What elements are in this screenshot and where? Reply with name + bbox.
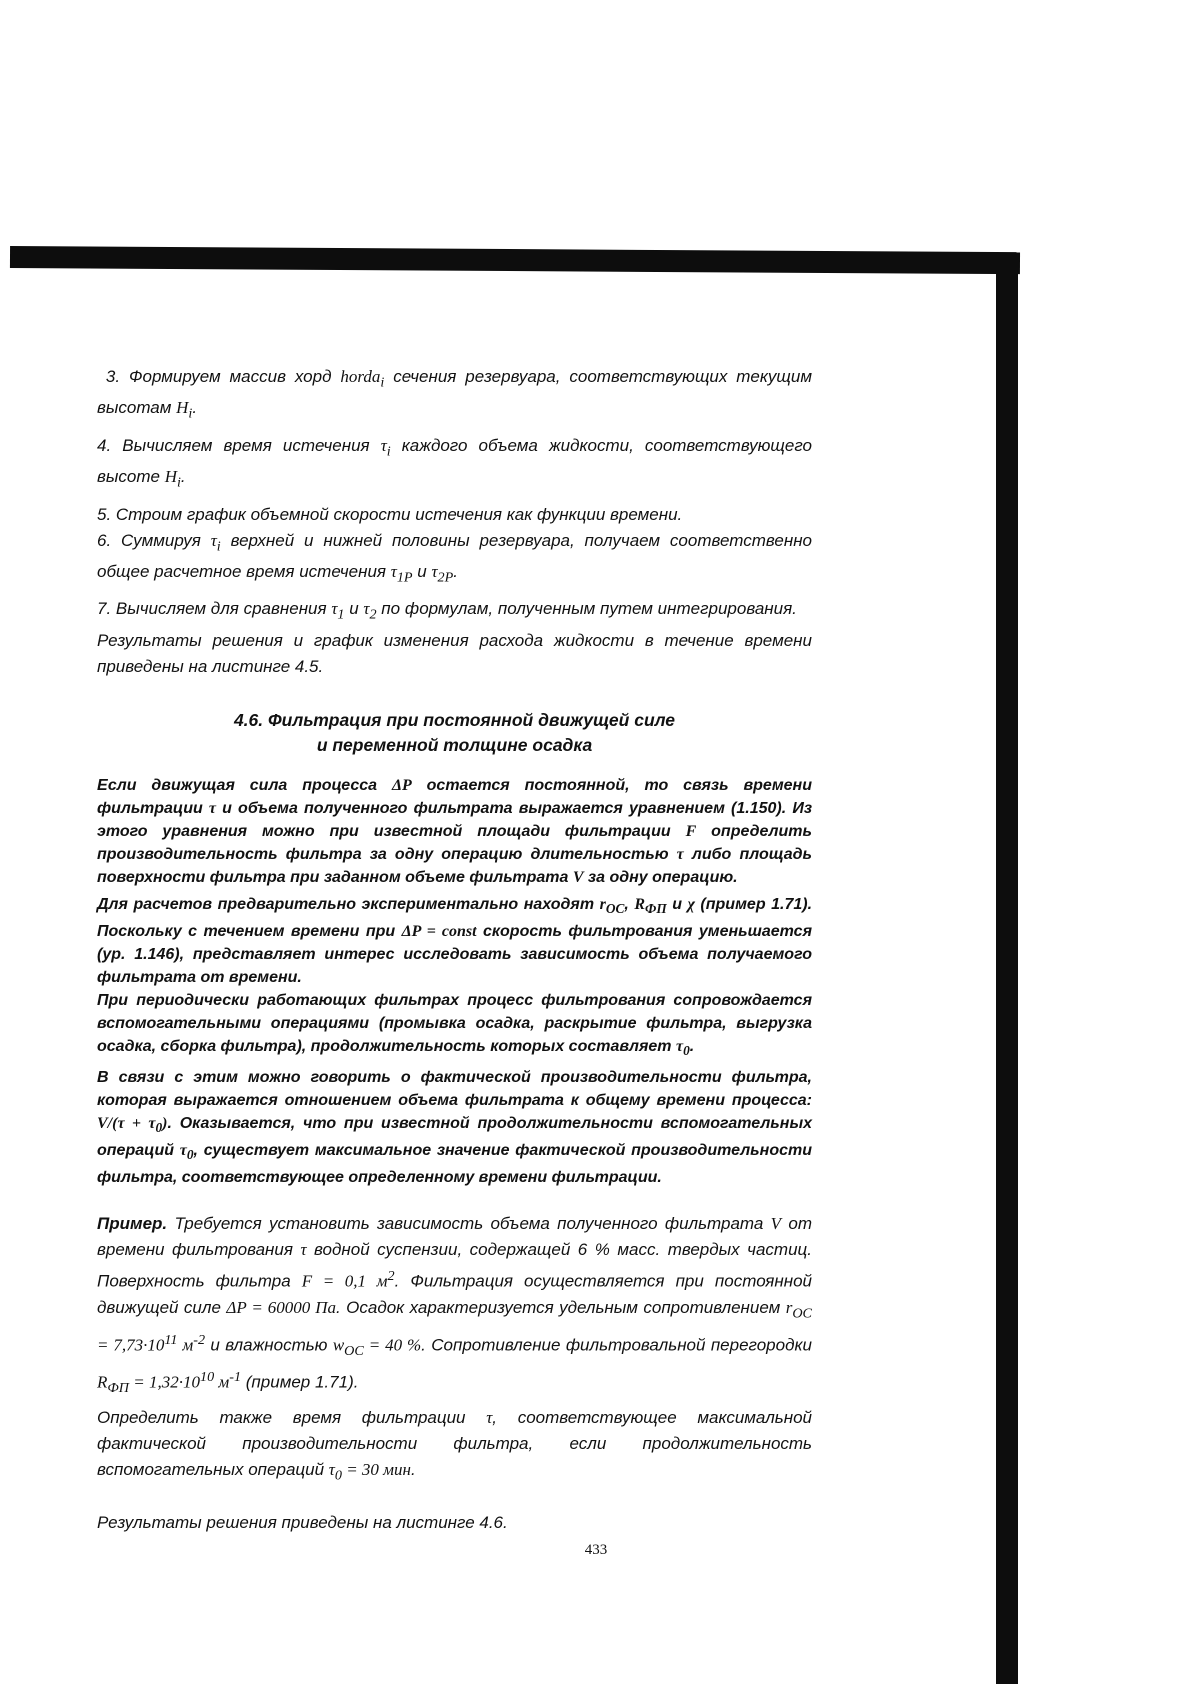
step-3: 3. Формируем массив хорд horda$_i$ сечения резервуара, соответствующих текущим высотам $H_i$. xyxy=(97,367,812,422)
step-7: 7. Вычисляем для сравнения $\tau_1$ и $\tau_2$ по формулам, полученным путем интегрирования. xyxy=(97,599,797,623)
theory-paragraph-1: Если движущая сила процесса ΔP остается постоянной, то связь времени фильтрации τ и объема полученного фильтрата выражается уравнением (1.150). Из этого уравнения можно при известной площади фильтрации F определить производительность фильтра за одну операцию длительностью τ либо площадь поверхности фильтра при заданном объеме фильтрата V за одну операцию. xyxy=(97,776,813,886)
section-heading xyxy=(97,708,812,758)
example-label: Пример. xyxy=(97,1214,168,1234)
page-number: 433 xyxy=(584,1542,608,1558)
page-content xyxy=(97,364,812,1536)
step-6: 6. Суммируя $\tau_i$ верхней и нижней половины резервуара, получаем соответственно общее расчетное время истечения $\tau_{1P}$ и $\tau_{2P}$. xyxy=(97,530,812,586)
theory-block xyxy=(97,774,812,1190)
theory-paragraph-2: Для расчетов предварительно экспериментально находят $r_{OC}$, $R_{ФП}$ и χ (пример 1.71). Поскольку с течением времени при ΔP = const скорость фильтрования уменьшается (ур. 1.146), представляет интерес исследовать зависимость объема получаемого фильтрата от времени. xyxy=(97,895,813,986)
results-listing-4-5: Результаты решения и график изменения расхода жидкости в течение времени приведены на листинге 4.5. xyxy=(97,630,812,676)
theory-paragraph-4: В связи с этим можно говорить о фактической производительности фильтра, которая выражается отношением объема фильтрата к общему времени процесса: $V/(\tau + \tau_0)$. Оказывается, что при известной продолжительности вспомогательных операций $\tau_0$, существует максимальное значение фактической производительности фильтра, соответствующее определенному времени фильтрации. xyxy=(97,1069,812,1187)
example-paragraph-2: Определить также время фильтрации τ, соответствующее максимальной фактической производительности фильтра, если продолжительность вспомогательных операций $\tau_0 = 30$ мин. xyxy=(97,1407,812,1484)
scan-edge-top xyxy=(10,246,1020,274)
step-5: 5. Строим график объемной скорости истечения как функции времени. xyxy=(97,504,683,524)
scan-edge-right xyxy=(996,262,1018,1684)
results-listing-4-6: Результаты решения приведены на листинге 4.6. xyxy=(97,1513,508,1533)
section-title-line-2: и переменной толщине осадка xyxy=(316,734,593,755)
theory-paragraph-3: При периодически работающих фильтрах процесс фильтрования сопровождается вспомогательными операциями (промывка осадка, раскрытие фильтра, выгрузка осадка, сборка фильтра), продолжительность которых составляет $\tau_0$. xyxy=(97,991,812,1059)
section-title-line-1: 4.6. Фильтрация при постоянной движущей силе xyxy=(233,709,676,730)
step-4: 4. Вычисляем время истечения $\tau_i$ каждого объема жидкости, соответствующего высоте $H_i$. xyxy=(97,435,812,491)
example-paragraph-1: Пример. Требуется установить зависимость объема полученного фильтрата V от времени фильтрования τ водной суспензии, содержащей 6 % масс. твердых частиц. Поверхность фильтра F = 0,1 $м^2$. Фильтрация осуществляется при постоянной движущей силе ΔP = 60000 Па. Осадок характеризуется удельным сопротивлением $r_{OC} = 7,73\cdot 10^{11}$ $м^{-2}$ и влажностью $w_{OC} = 40$ %. Сопротивление фильтровальной перегородки $R_{ФП} = 1,32\cdot 10^{10}$ $м^{-1}$ (пример 1.71). xyxy=(97,1214,812,1396)
